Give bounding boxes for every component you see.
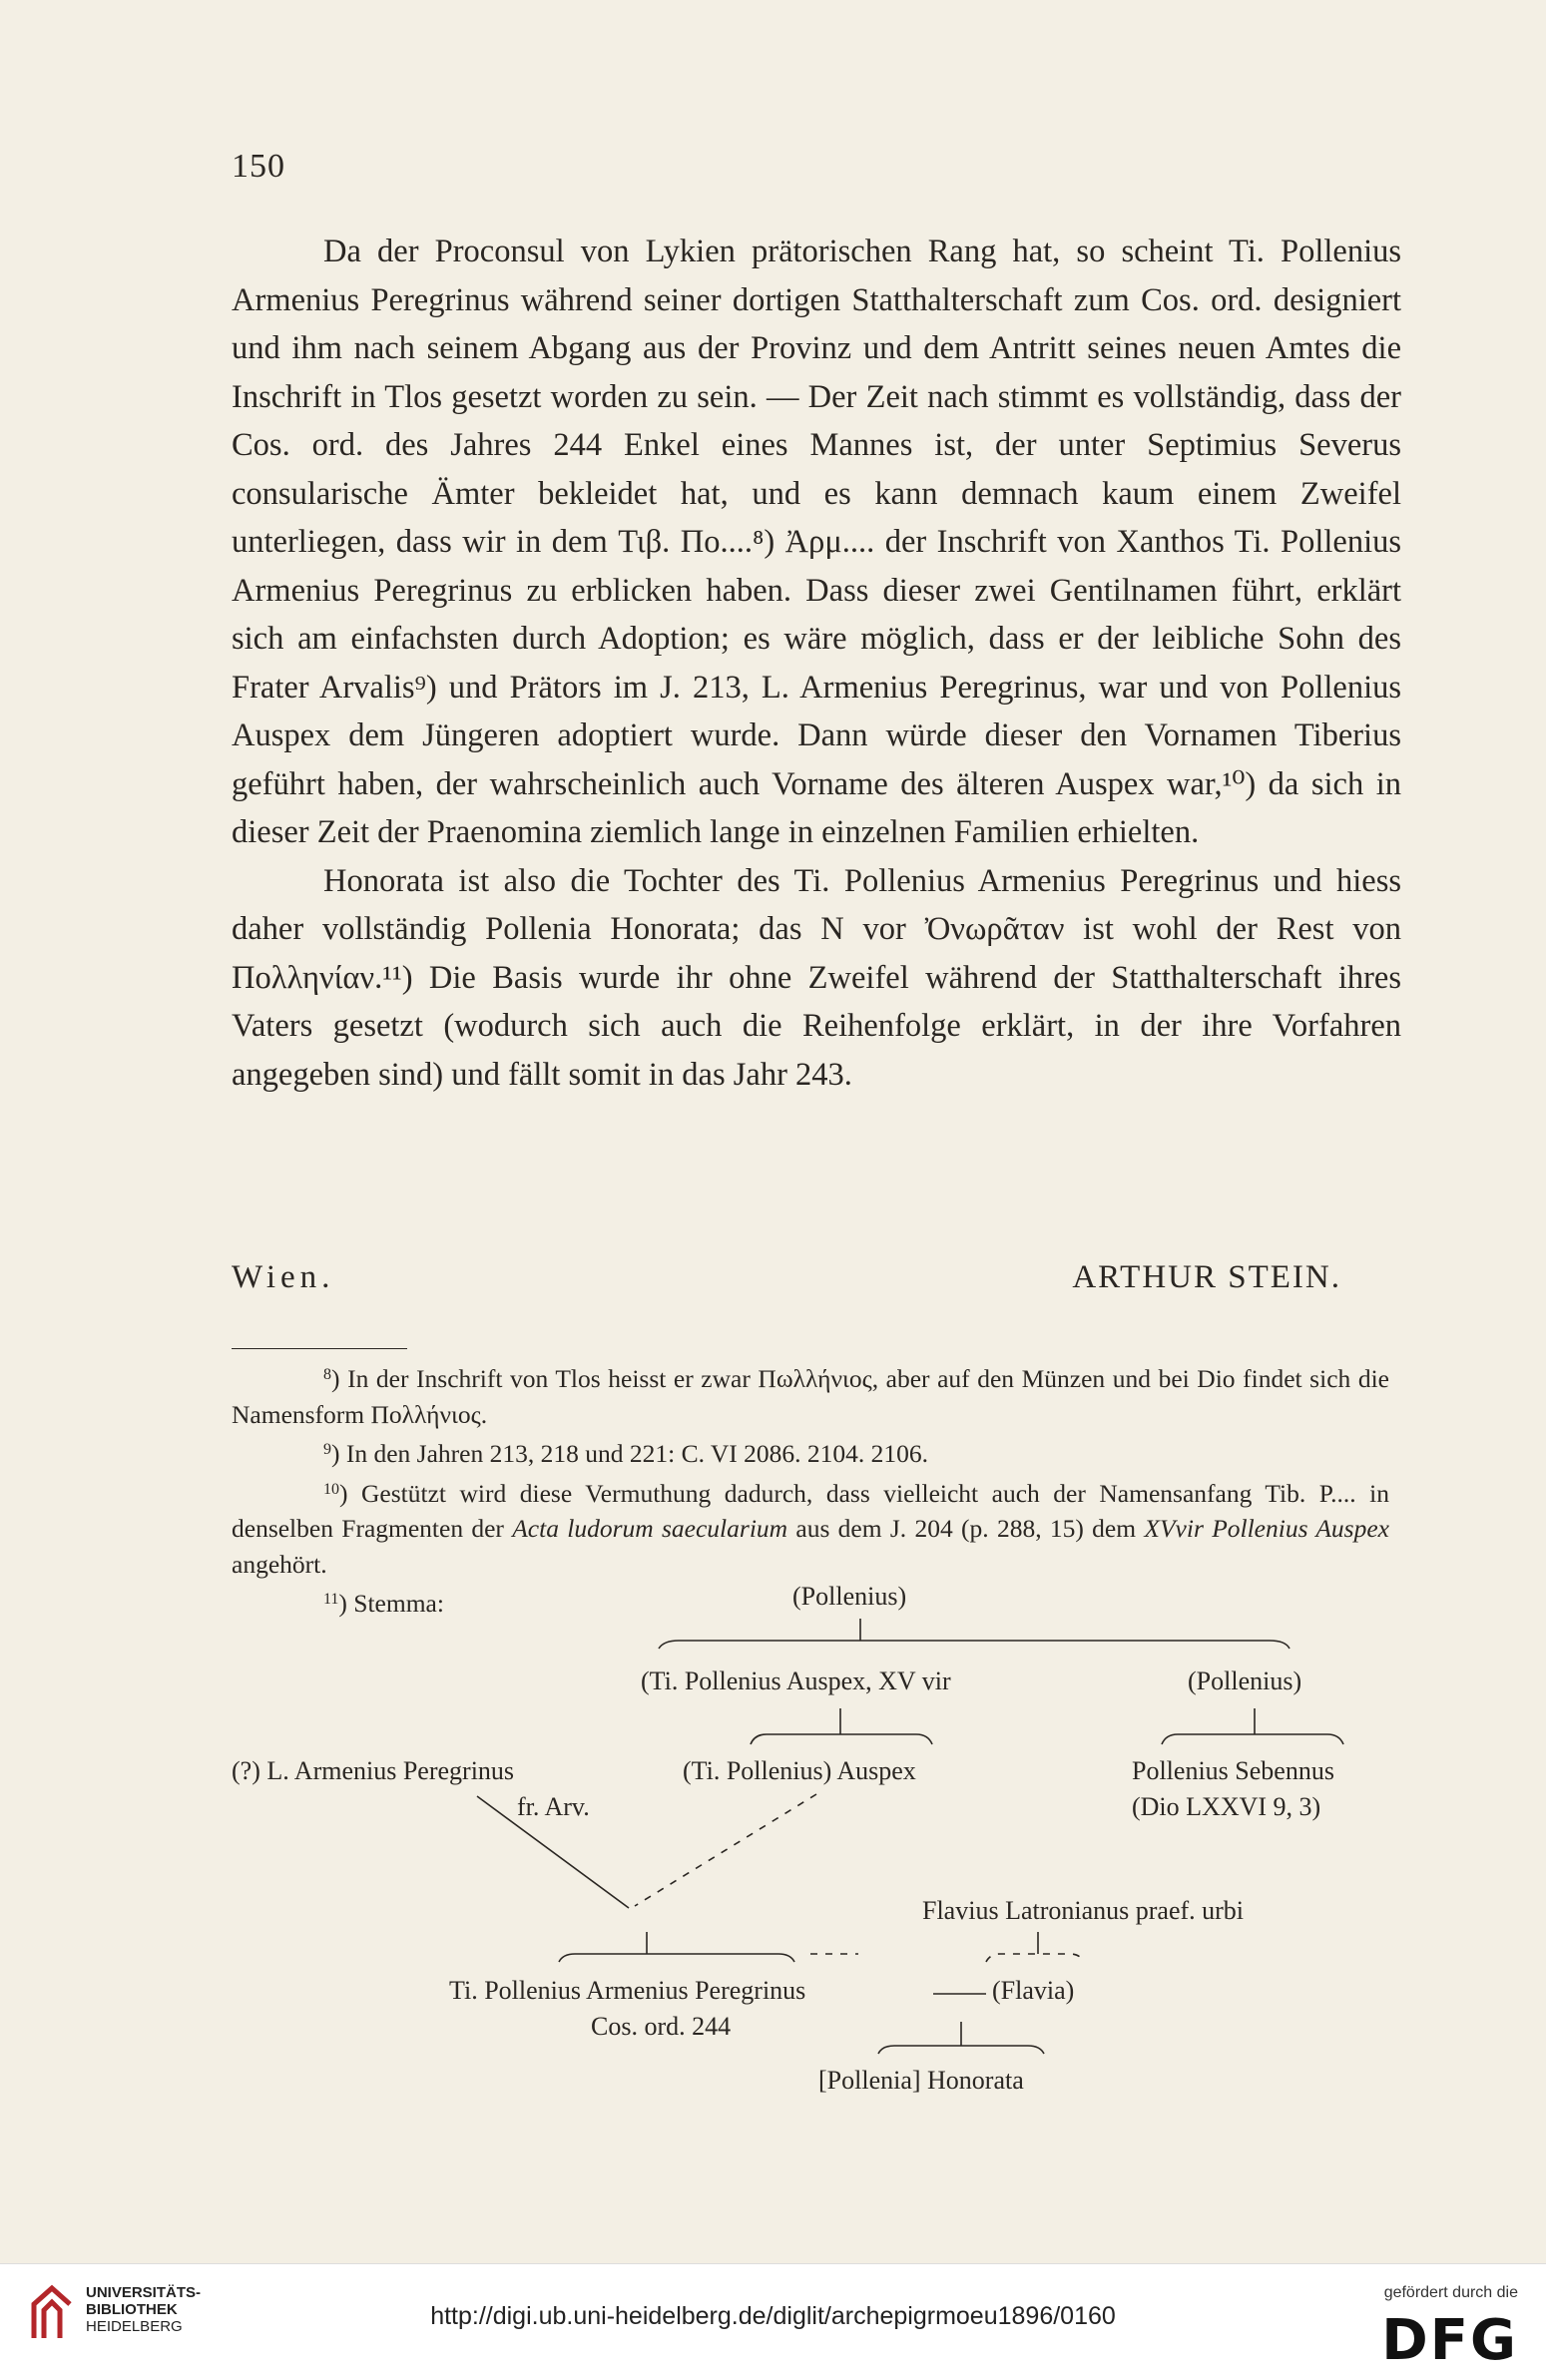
source-url-link[interactable]: http://digi.ub.uni-heidelberg.de/diglit/archepigrmoeu1896/0160 xyxy=(430,2302,1116,2330)
footer-bar xyxy=(0,2263,1546,2380)
signature-author: ARTHUR STEIN. xyxy=(1072,1259,1341,1295)
footnote-10-number: 10 xyxy=(323,1480,339,1498)
stemma-flavius: Flavius Latronianus praef. urbi xyxy=(922,1896,1245,1925)
signature-line xyxy=(232,1259,1341,1296)
main-text xyxy=(232,228,1401,1099)
stemma-auspex-senior: (Ti. Pollenius Auspex, XV vir xyxy=(641,1666,951,1695)
footnote-10: $^{10}$) Gestützt wird diese Vermuthung dadurch, dass vielleicht auch der Namensanfang Tib. P.... in denselben Fragmenten der Acta ludorum saecularium aus dem J. 204 (p. 288, 15) dem XVvir Pollenius Auspex angehört. xyxy=(232,1478,1389,1579)
stemma-flavia: (Flavia) xyxy=(992,1976,1075,2005)
footnote-rule xyxy=(232,1348,407,1349)
footnote-8-text: In der Inschrift von Tlos heisst er zwar Πωλλήνιος, aber auf den Münzen und bei Dio findet sich die Namensform Πολλήνιος. xyxy=(232,1364,1389,1429)
paragraph-2: Honorata ist also die Tochter des Ti. Pollenius Armenius Peregrinus und hiess daher vollständig Pollenia Honorata; das N vor Ὀνωρᾶταν ist wohl der Rest von Πολληνίαν.¹¹) Die Basis wurde ihr ohne Zweifel während der Statthalterschaft ihres Vaters gesetzt (wodurch sich auch die Reihenfolge erklärt, in der ihre Vorfahren angegeben sind) und fällt somit in das Jahr 243. xyxy=(232,862,1401,1093)
logo-line-2: BIBLIOTHEK xyxy=(86,2301,178,2318)
footnotes xyxy=(232,1357,1389,1622)
stemma-auspex-junior: (Ti. Pollenius) Auspex xyxy=(683,1756,916,1785)
stemma-armenius: (?) L. Armenius Peregrinus xyxy=(232,1756,515,1785)
stemma-pollenius-b: (Pollenius) xyxy=(1188,1666,1302,1695)
footnote-10-text-c: angehört. xyxy=(232,1549,327,1579)
logo-line-1: UNIVERSITÄTS- xyxy=(86,2284,202,2301)
footnote-11-number: 11 xyxy=(323,1591,339,1608)
footnote-11: $^{11}$) Stemma: xyxy=(323,1589,444,1618)
logo-line-3: HEIDELBERG xyxy=(86,2318,183,2335)
paragraph-1: Da der Proconsul von Lykien prätorischen Rang hat, so scheint Ti. Pollenius Armenius Peregrinus während seiner dortigen Statthalterschaft zum Cos. ord. designiert und ihm nach seinem Abgang aus der Provinz und dem Antritt seines neuen Amtes die Inschrift in Tlos gesetzt worden zu sein. — Der Zeit nach stimmt es vollständig, dass der Cos. ord. des Jahres 244 Enkel eines Mannes ist, der unter Septimius Severus consularische Ämter bekleidet hat, und es kann demnach kaum einem Zweifel unterliegen, dass wir in dem Τιβ. Πο....⁸) Ἀρμ.... der Inschrift von Xanthos Ti. Pollenius Armenius Peregrinus zu erblicken haben. Dass dieser zwei Gentilnamen führt, erklärt sich am einfachsten durch Adoption; es wäre möglich, dass er der leibliche Sohn des Frater Arvalis⁹) und Prätors im J. 213, L. Armenius Peregrinus, war und von Pollenius Auspex dem Jüngeren adoptiert wurde. Dann würde dieser den Vornamen Tiberius geführt haben, der wahrscheinlich auch Vorname des älteren Auspex war,¹⁰) da sich in dieser Zeit der Praenomina ziemlich lange in einzelnen Familien erhielten. xyxy=(232,234,1401,850)
footnote-10-text-a: Gestützt wird diese Vermuthung dadurch, dass vielleicht auch der Namensanfang Tib. P.... in denselben Fragmenten der xyxy=(232,1478,1389,1543)
stemma-sebennus-sub: (Dio LXXVI 9, 3) xyxy=(1132,1792,1321,1821)
stemma-root: (Pollenius) xyxy=(792,1582,907,1611)
footnote-9-number: 9 xyxy=(323,1441,331,1458)
stemma-peregrinus-sub: Cos. ord. 244 xyxy=(591,2012,732,2041)
page-number: 150 xyxy=(232,148,285,185)
footnote-11-label: Stemma: xyxy=(353,1589,444,1618)
stemma-sebennus: Pollenius Sebennus xyxy=(1132,1756,1334,1785)
stemma-honorata: [Pollenia] Honorata xyxy=(818,2066,1024,2095)
stemma-peregrinus: Ti. Pollenius Armenius Peregrinus xyxy=(449,1976,806,2005)
dfg-caption: gefördert durch die xyxy=(1383,2284,1518,2301)
stemma-armenius-sub: fr. Arv. xyxy=(517,1792,590,1821)
footnote-10-italic-b: XVvir Pollenius Auspex xyxy=(1144,1514,1389,1543)
footnote-9: $^9$) In den Jahren 213, 218 und 221: C. VI 2086. 2104. 2106. xyxy=(323,1439,929,1468)
dfg-logo: DFG xyxy=(1381,2308,1518,2373)
footnote-8-number: 8 xyxy=(323,1366,331,1383)
footnote-10-text-b: aus dem J. 204 (p. 288, 15) dem xyxy=(787,1514,1145,1543)
footnote-10-italic-a: Acta ludorum saecularium xyxy=(512,1514,788,1543)
footnote-8: $^8$) In der Inschrift von Tlos heisst er zwar Πωλλήνιος, aber auf den Münzen und bei Dio findet sich die Namensform Πολλήνιος. xyxy=(232,1364,1389,1429)
signature-place: Wien. xyxy=(232,1259,335,1295)
footnote-9-text: In den Jahren 213, 218 und 221: C. VI 2086. 2104. 2106. xyxy=(345,1439,929,1468)
